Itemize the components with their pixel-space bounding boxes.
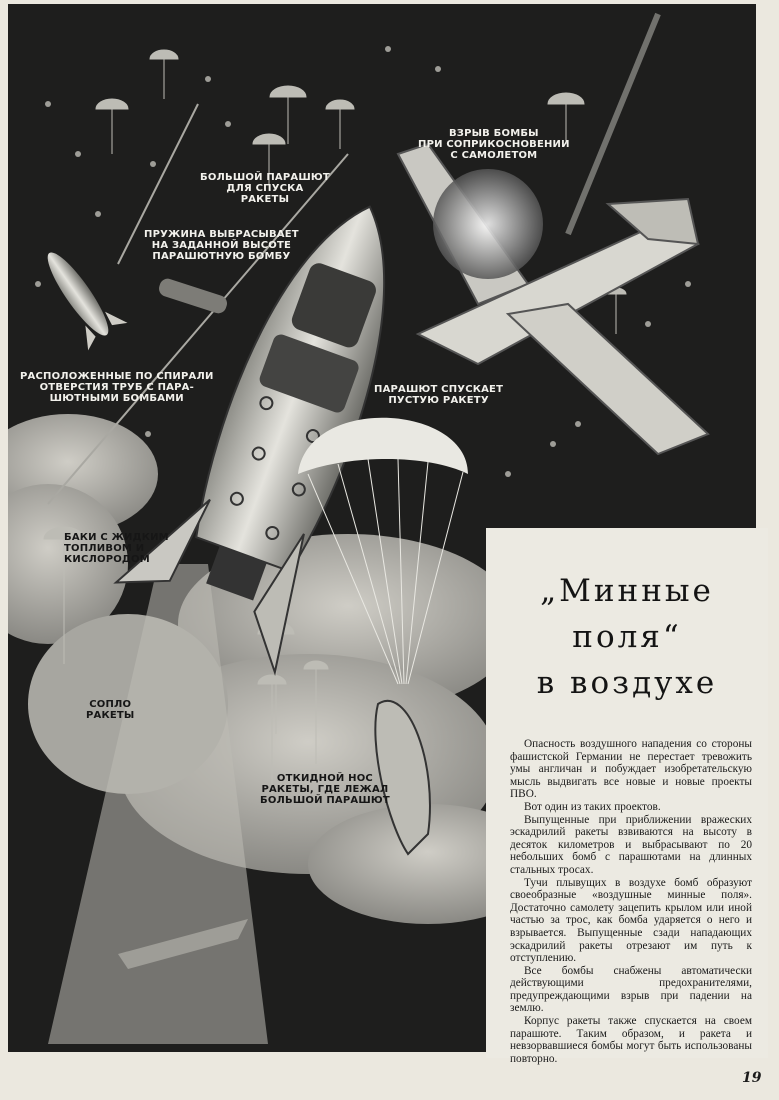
- article-title: [486, 568, 768, 706]
- label-spiral-holes: РАСПОЛОЖЕННЫЕ ПО СПИРАЛИ ОТВЕРСТИЯ ТРУБ С ПАРА- ШЮТНЫМИ БОМБАМИ: [20, 371, 214, 404]
- bomb-tube: [157, 277, 229, 316]
- paragraph: Корпус ракеты также спускается на своем парашюте. Таким образом, и ракета и невзорвавшиеся бомбы могут быть использованы повторно.: [510, 1015, 752, 1065]
- paragraph: Выпущенные при приближении вражеских эскадрилий ракеты взвиваются на высоту в десяток километров и выбрасывают по 20 небольших бомб с парашютами на длинных стальных тросах.: [510, 813, 752, 876]
- label-fuel-tanks: БАКИ С ЖИДКИМ ТОПЛИВОМ И КИСЛОРОДОМ: [64, 532, 169, 565]
- article-block: [486, 528, 768, 1065]
- label-folding-nose: ОТКИДНОЙ НОС РАКЕТЫ, ГДЕ ЛЕЖАЛ БОЛЬШОЙ ПАРАШЮТ: [260, 773, 390, 806]
- label-big-parachute: БОЛЬШОЙ ПАРАШЮТ ДЛЯ СПУСКА РАКЕТЫ: [200, 172, 330, 205]
- paragraph: Вот один из таких проектов.: [524, 800, 661, 813]
- small-rocket: [30, 239, 128, 350]
- title-line-1: „Минные: [540, 573, 714, 609]
- title-line-3: в воздухе: [536, 665, 718, 701]
- label-empty-rocket: ПАРАШЮТ СПУСКАЕТ ПУСТУЮ РАКЕТУ: [374, 384, 504, 406]
- paragraph: Все бомбы снабжены автоматически действующими предохранителями, предупреждающими взрыв при падении на землю.: [510, 964, 752, 1015]
- article-body: [510, 738, 752, 1065]
- label-spring: ПРУЖИНА ВЫБРАСЫВАЕТ НА ЗАДАННОЙ ВЫСОТЕ ПАРАШЮТНУЮ БОМБУ: [144, 229, 299, 262]
- enemy-airplane: [398, 144, 708, 454]
- label-bomb-explosion: ВЗРЫВ БОМБЫ ПРИ СОПРИКОСНОВЕНИИ С САМОЛЕТОМ: [418, 128, 570, 161]
- paragraph: Опасность воздушного нападения со стороны фашистской Германии не перестает тревожить умы англичан и побуждает изобретательскую мысль выдвигать все новые и новые проекты ПВО.: [510, 738, 752, 801]
- page-number: 19: [742, 1070, 762, 1086]
- paragraph: Тучи плывущих в воздухе бомб образуют своеобразные «воздушные минные поля». Достаточно самолету зацепить крылом или иной частью за трос, как бомба ударяется о него и взрывается. Выпущенные сзади нападающих эскадрилий ракеты отрезают им путь к отступлению.: [510, 876, 752, 965]
- label-nozzle: СОПЛО РАКЕТЫ: [86, 699, 135, 721]
- title-line-2: поля“: [572, 619, 682, 655]
